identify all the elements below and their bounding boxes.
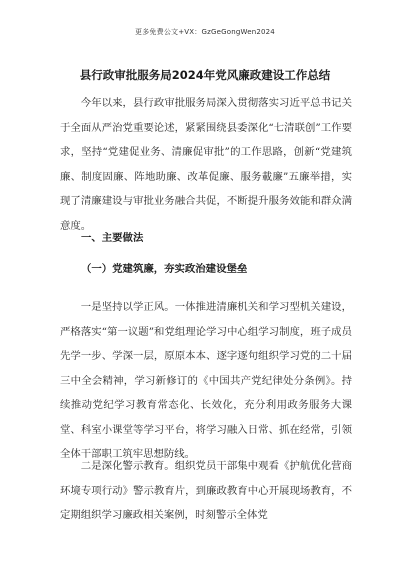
intro-paragraph: 今年以来，县行政审批服务局深入贯彻落实习近平总书记关于全面从严治党重要论述，紧紧围绕县委深化“七清联创”工作要求，坚持“党建促业务、清廉促审批”的工作思路，创新“党建筑廉、制度固廉、阵地助廉、改革促廉、服务載廉”五廉举措，实现了清廉建设与审批业务融合共促，不断提升服务效能和群众满意度。 [60,97,352,232]
subsection-heading: （一）党建筑廉，夯实政治建设堡垒 [81,263,248,275]
section-heading: 一、主要做法 [81,232,144,244]
document-title: 县行政审批服务局2024年党风廉政建设工作总结 [79,68,331,82]
body-paragraph-2: 二是深化警示教育。组织党员干部集中观看《护航优化营商环境专项行动》警示教育片，到廉政教育中心开展现场教育，不定期组织学习廉政相关案例，时刻警示全体党 [60,460,352,521]
body-paragraph-1: 一是坚持以学正风。一体推进清廉机关和学习型机关建设，严格落实“第一议题”和党组理论学习中心组学习制度，班子成员先学一步、学深一层，原原本本、逐字逐句组织学习党的二十届三中全会精神，学习新修订的《中国共产党纪律处分条例》。持续推动党纪学习教育常态化、长效化，充分利用政务服务大课堂、科室小课堂等学习平台，将学习融入日常、抓在经常，引领全体干部职工筑牢思想防线。 [60,301,352,460]
header-note: 更多免费公文+VX：GzGeGongWen2024 [135,28,275,36]
